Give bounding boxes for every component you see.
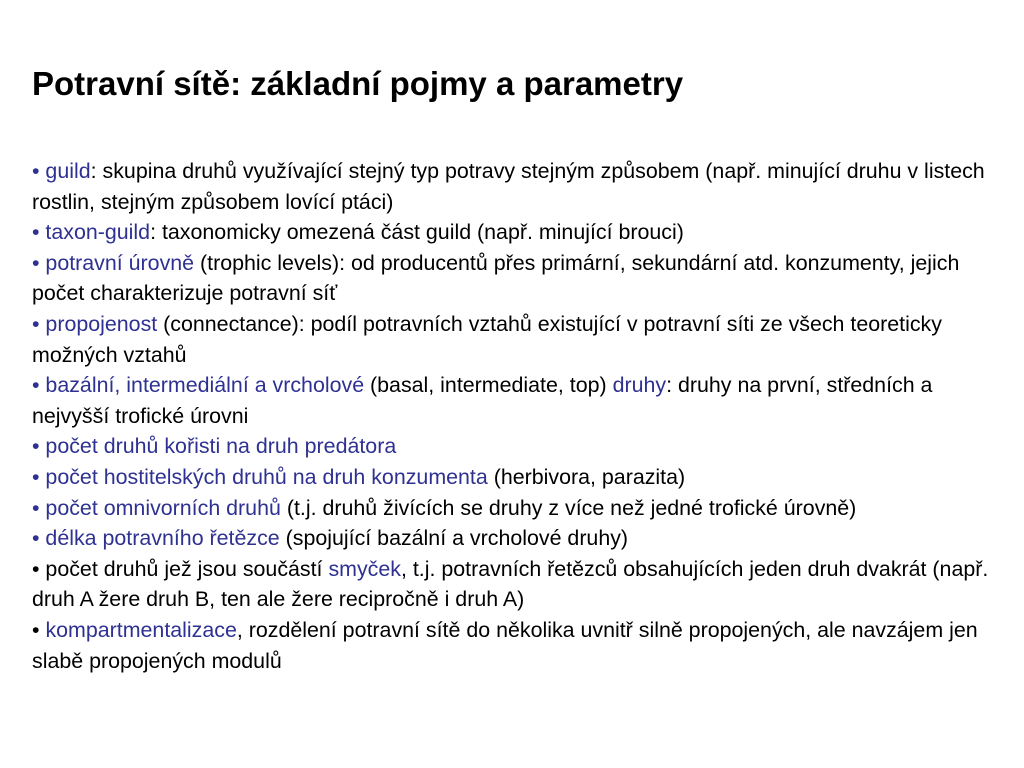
list-item	[32, 248, 1004, 309]
term-highlight: • guild	[32, 159, 91, 183]
list-item	[32, 309, 1004, 370]
list-item	[32, 156, 1004, 217]
list-item	[32, 370, 1004, 431]
list-item	[32, 462, 1004, 493]
slide-title: Potravní sítě: základní pojmy a parametry	[32, 65, 684, 102]
list-item	[32, 431, 1004, 462]
item-text: , rozdělení potravní sítě do několika uvnitř silně propojených, ale navzájem jen slabě propojených modulů	[32, 617, 978, 673]
term-highlight: • počet druhů kořisti na druh predátora	[32, 434, 397, 459]
list-item	[32, 615, 1004, 676]
item-text: (connectance): podíl potravních vztahů existující v potravní síti ze všech teoreticky možných vztahů	[32, 311, 942, 367]
item-text: • počet druhů jež jsou součástí	[32, 556, 329, 581]
item-text: (t.j. druhů živících se druhy z více než jedné trofické úrovně)	[280, 495, 857, 520]
item-text: •	[32, 617, 46, 642]
list-item	[32, 523, 1004, 554]
item-text: (basal, intermediate, top)	[364, 373, 613, 398]
term-highlight: smyček	[328, 556, 401, 581]
item-text: , t.j. potravních řetězců obsahujících jeden druh dvakrát (např. druh A žere druh B, ten ale žere recipročně i druh A)	[32, 556, 989, 612]
term-highlight: • počet omnivorních druhů	[32, 495, 281, 520]
list-item	[32, 493, 1004, 524]
definition-list	[32, 156, 1004, 676]
list-item	[32, 217, 1004, 248]
term-highlight: • délka potravního řetězce	[32, 526, 280, 551]
term-highlight: druhy	[612, 373, 667, 398]
term-highlight: • taxon-guild	[32, 220, 151, 245]
item-text: (herbivora, parazita)	[487, 464, 686, 489]
item-text: (trophic levels): od producentů přes primární, sekundární atd. konzumenty, jejich počet charakterizuje potravní síť	[32, 250, 960, 306]
term-highlight: • bazální, intermediální a vrcholové	[32, 373, 365, 398]
item-text: : taxonomicky omezená část guild (např. minující brouci)	[150, 220, 684, 245]
term-highlight: • počet hostitelských druhů na druh konzumenta	[32, 464, 488, 489]
term-highlight: kompartmentalizace	[45, 617, 237, 642]
term-highlight: • potravní úrovně	[32, 250, 195, 275]
item-text: (spojující bazální a vrcholové druhy)	[279, 526, 629, 551]
list-item	[32, 554, 1004, 615]
item-text: : skupina druhů využívající stejný typ potravy stejným způsobem (např. minující druhu v listech rostlin, stejným způsobem lovící ptáci)	[32, 159, 985, 214]
item-text: : druhy na první, středních a nejvyšší trofické úrovni	[32, 373, 933, 428]
term-highlight: • propojenost	[32, 311, 158, 336]
